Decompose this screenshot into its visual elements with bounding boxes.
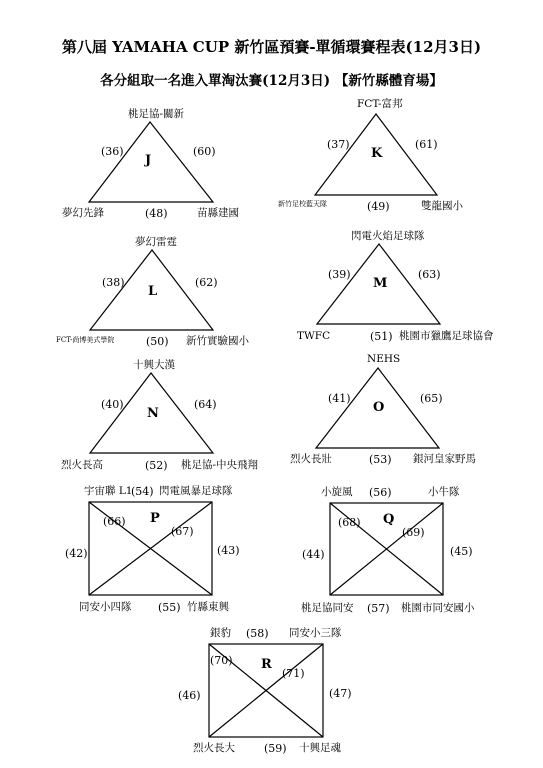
group-m-game-right: (63) (418, 268, 441, 281)
group-j-team-right: 苗縣建國 (197, 207, 239, 219)
group-m-team-top: 閃電火焰足球隊 (351, 230, 425, 242)
page-title: 第八屆 YAMAHA CUP 新竹區預賽-單循環賽程表(12月3日) (61, 38, 482, 56)
group-n-game-bottom: (52) (145, 459, 168, 472)
group-j-game-bottom: (48) (145, 207, 168, 220)
group-j-team-top: 桃足協-關新 (128, 108, 185, 120)
page-subtitle: 各分組取一名進入單淘汰賽(12月3日) 【新竹縣體育場】 (100, 73, 443, 89)
group-q-game-right: (45) (450, 545, 473, 558)
group-o-letter: O (373, 400, 385, 415)
group-k-team-top: FCT-富邦 (357, 98, 403, 110)
group-m-team-right: 桃園市獵鷹足球協會 (399, 330, 494, 342)
group-n-game-left: (40) (101, 398, 124, 411)
group-j-game-right: (60) (193, 145, 216, 158)
group-p-team-top-right: 閃電風暴足球隊 (159, 485, 233, 497)
group-o-team-right: 銀河皇家野馬 (413, 453, 476, 465)
group-l-game-bottom: (50) (146, 335, 169, 348)
group-p-game-diag2: (67) (171, 525, 194, 538)
group-p-game-top: (54) (131, 485, 154, 498)
group-m-game-left: (39) (328, 268, 351, 281)
group-q-team-bottom-left: 桃足協同安 (301, 602, 354, 614)
group-j-letter: J (145, 153, 152, 168)
group-p-letter: P (150, 511, 160, 526)
group-n-team-top: 十興大漢 (133, 359, 175, 371)
group-q-game-bottom: (57) (367, 602, 390, 615)
group-n-letter: N (147, 406, 159, 421)
group-r-game-top: (58) (246, 627, 269, 640)
group-r-game-bottom: (59) (264, 742, 287, 755)
group-r-team-bottom-left: 烈火長大 (193, 742, 235, 754)
group-m-letter: M (373, 276, 388, 291)
group-k-game-right: (61) (415, 138, 438, 151)
group-q-letter: Q (383, 512, 395, 527)
group-l-team-left: FCT-尚博美式學院 (56, 336, 115, 344)
group-q-game-diag1: (68) (338, 516, 361, 529)
group-m-team-left: TWFC (297, 330, 331, 342)
group-r-game-right: (47) (329, 687, 352, 700)
group-o-team-left: 烈火長壯 (290, 453, 332, 465)
group-l-game-right: (62) (195, 276, 218, 289)
group-k-game-left: (37) (327, 138, 350, 151)
group-r-team-bottom-right: 十興足魂 (299, 742, 341, 754)
group-n-team-right: 桃足協-中央飛翔 (181, 459, 259, 471)
group-o-game-left: (41) (328, 392, 351, 405)
group-p-team-bottom-right: 竹縣東興 (187, 601, 229, 613)
group-p-game-bottom: (55) (158, 601, 181, 614)
group-q-team-top-right: 小牛隊 (428, 486, 460, 498)
group-l-letter: L (148, 284, 158, 299)
group-k-team-left: 新竹足校藍天隊 (278, 200, 327, 208)
group-j-team-left: 夢幻先鋒 (62, 207, 104, 219)
group-l-team-top: 夢幻雷霆 (135, 236, 177, 248)
group-l-team-right: 新竹實驗國小 (186, 335, 249, 347)
group-q-team-top-left: 小旋風 (321, 486, 353, 498)
group-j-game-left: (36) (101, 145, 124, 158)
group-r-game-diag2: (71) (282, 667, 305, 680)
group-q-game-left: (44) (302, 548, 325, 561)
group-o-game-right: (65) (420, 392, 443, 405)
group-r-game-left: (46) (178, 689, 201, 702)
group-p-team-bottom-left: 同安小四隊 (79, 601, 132, 613)
group-o-game-bottom: (53) (369, 453, 392, 466)
group-r-game-diag1: (70) (210, 654, 233, 667)
group-p-game-diag1: (66) (103, 515, 126, 528)
group-p-game-left: (42) (65, 547, 88, 560)
group-r-letter: R (261, 657, 272, 672)
group-n-team-left: 烈火長高 (61, 459, 103, 471)
group-p-team-top-left: 宇宙聯 L1 (84, 485, 133, 497)
group-k-letter: K (371, 146, 383, 161)
group-k-game-bottom: (49) (367, 200, 390, 213)
group-r-team-top-left: 銀豹 (210, 627, 231, 639)
group-r-team-top-right: 同安小三隊 (289, 627, 342, 639)
group-q-team-bottom-right: 桃園市同安國小 (401, 602, 475, 614)
group-o-team-top: NEHS (367, 353, 401, 365)
group-p-game-right: (43) (217, 544, 240, 557)
group-m-game-bottom: (51) (370, 330, 393, 343)
group-q-game-top: (56) (369, 486, 392, 499)
group-l-game-left: (38) (102, 276, 125, 289)
group-n-game-right: (64) (194, 398, 217, 411)
group-q-game-diag2: (69) (402, 526, 425, 539)
group-k-team-right: 雙龍國小 (421, 200, 463, 212)
